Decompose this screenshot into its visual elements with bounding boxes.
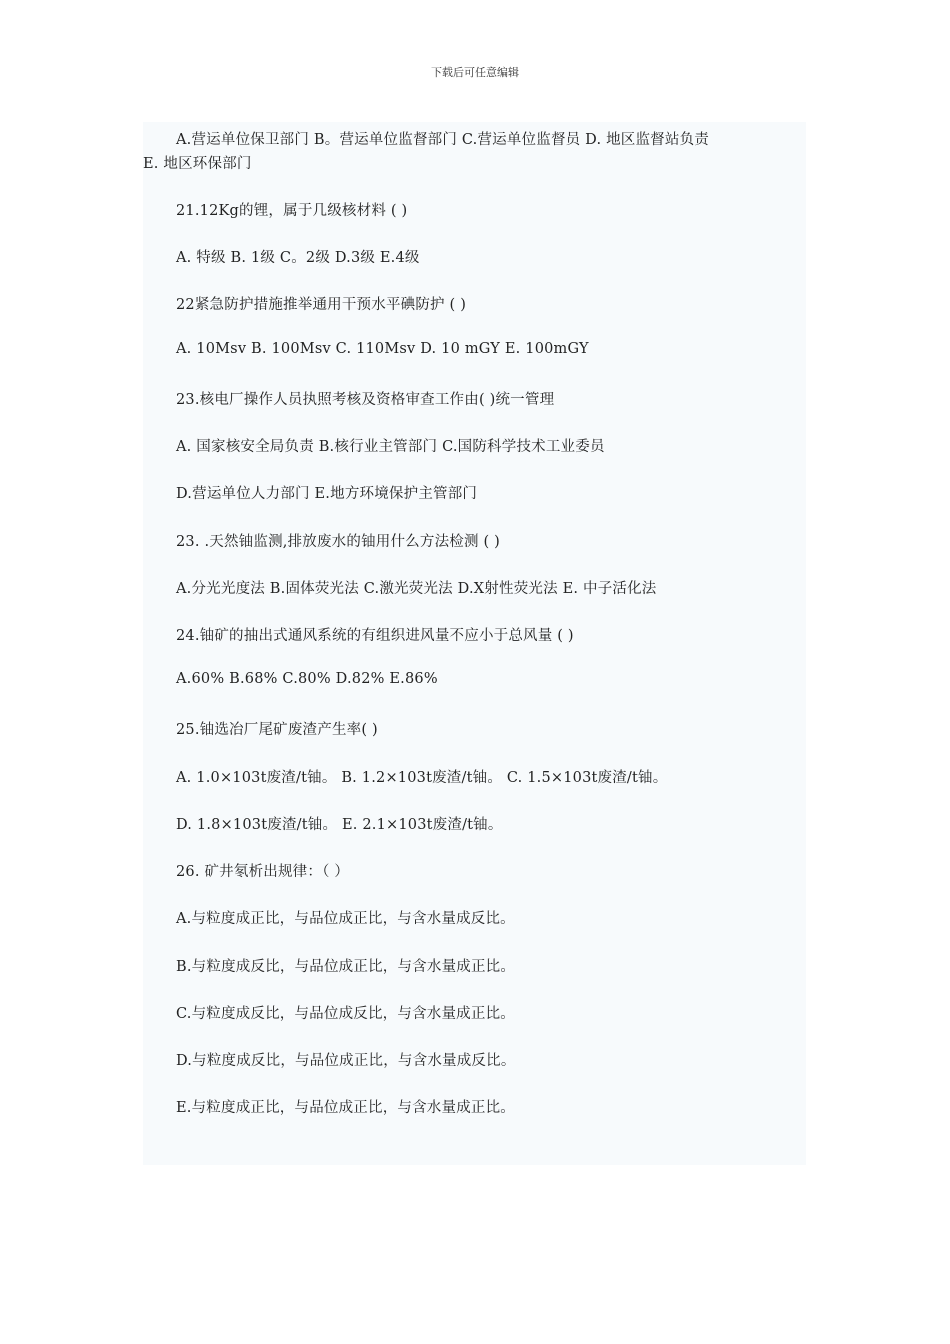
answer-options-23b: A.分光光度法 B.固体荧光法 C.激光荧光法 D.X射性荧光法 E. 中子活化法 — [176, 581, 657, 597]
question-24: 24.铀矿的抽出式通风系统的有组织进风量不应小于总风量 ( ) — [176, 628, 574, 644]
answer-options-20-continued: E. 地区环保部门 — [143, 156, 252, 172]
answer-option-26-d: D.与粒度成反比，与品位成正比，与含水量成反比。 — [176, 1053, 516, 1069]
question-26: 26. 矿井氡析出规律：（ ） — [176, 864, 350, 880]
answer-options-22: A. 10Msv B. 100Msv C. 110Msv D. 10 mGY E. 100mGY — [176, 341, 589, 357]
answer-option-26-c: C.与粒度成反比，与品位成反比，与含水量成正比。 — [176, 1006, 515, 1022]
answer-options-23-continued: D.营运单位人力部门 E.地方环境保护主管部门 — [176, 486, 478, 502]
answer-options-21: A. 特级 B. 1级 C。2级 D.3级 E.4级 — [176, 250, 420, 266]
answer-options-20: A.营运单位保卫部门 B。营运单位监督部门 C.营运单位监督员 D. 地区监督站负责 — [176, 132, 709, 148]
answer-options-25-continued: D. 1.8×103t废渣/t铀。 E. 2.1×103t废渣/t铀。 — [176, 817, 503, 833]
answer-option-26-e: E.与粒度成正比，与品位成正比，与含水量成正比。 — [176, 1100, 515, 1116]
question-23: 23.核电厂操作人员执照考核及资格审查工作由( )统一管理 — [176, 392, 555, 408]
page-header-note: 下载后可任意编辑 — [431, 66, 519, 79]
answer-option-26-a: A.与粒度成正比，与品位成正比，与含水量成反比。 — [176, 911, 515, 927]
question-21: 21.12Kg的锂，属于几级核材料 ( ) — [176, 203, 408, 219]
question-22: 22紧急防护措施推举通用干预水平碘防护 ( ) — [176, 297, 467, 313]
answer-option-26-b: B.与粒度成反比，与品位成正比，与含水量成正比。 — [176, 959, 516, 975]
question-23b: 23. .天然铀监测,排放废水的铀用什么方法检测 ( ) — [176, 534, 501, 550]
question-25: 25.铀选冶厂尾矿废渣产生率( ) — [176, 722, 378, 738]
answer-options-25: A. 1.0×103t废渣/t铀。 B. 1.2×103t废渣/t铀。 C. 1.5×103t废渣/t铀。 — [176, 770, 668, 786]
answer-options-24: A.60% B.68% C.80% D.82% E.86% — [176, 671, 438, 687]
answer-options-23: A. 国家核安全局负责 B.核行业主管部门 C.国防科学技术工业委员 — [176, 439, 605, 455]
